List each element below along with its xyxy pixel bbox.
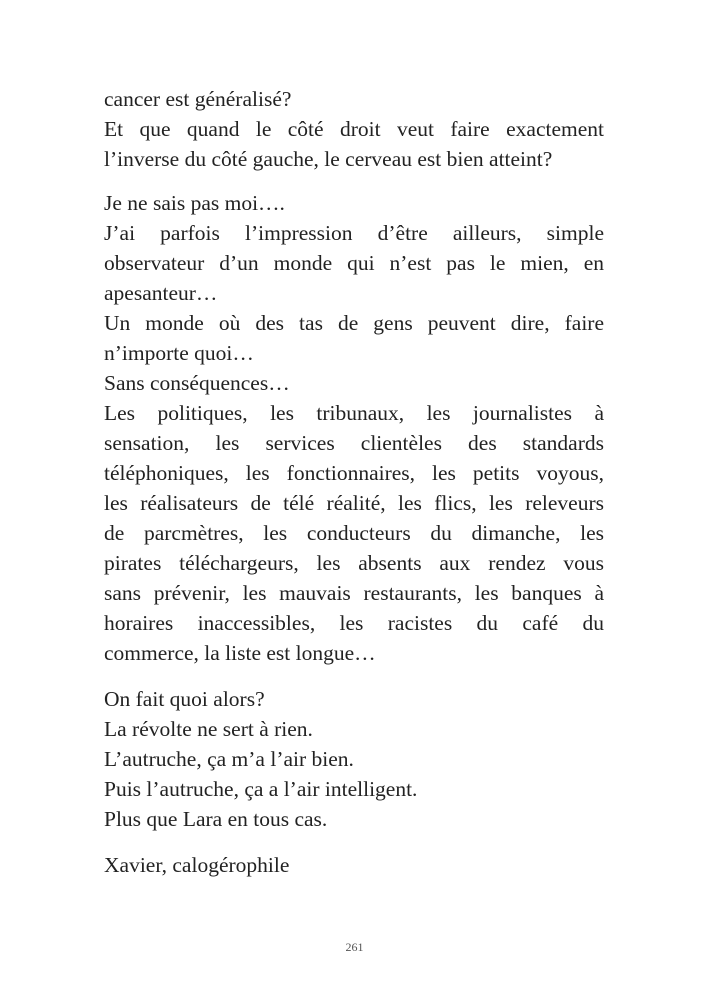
text-line: Sans conséquences… <box>104 371 290 395</box>
text-line: de parcmètres, les conducteurs du dimanche, les <box>104 521 604 545</box>
text-line: Un monde où des tas de gens peuvent dire, faire <box>104 311 604 335</box>
signature-block <box>104 850 604 880</box>
text-line: l’inverse du côté gauche, le cerveau est bien atteint? <box>104 147 553 171</box>
text-line: Les politiques, les tribunaux, les journalistes à <box>104 401 604 425</box>
text-line: sensation, les services clientèles des standards <box>104 431 604 455</box>
text-line: Et que quand le côté droit veut faire exactement <box>104 117 604 141</box>
text-line: L’autruche, ça m’a l’air bien. <box>104 747 354 771</box>
text-line: apesanteur… <box>104 281 218 305</box>
page-number: 261 <box>345 940 364 954</box>
text-line: La révolte ne sert à rien. <box>104 717 313 741</box>
text-block-1 <box>104 84 604 174</box>
text-line: Plus que Lara en tous cas. <box>104 807 328 831</box>
text-line: téléphoniques, les fonctionnaires, les petits voyous, <box>104 461 604 485</box>
text-line: observateur d’un monde qui n’est pas le mien, en <box>104 251 604 275</box>
text-block-2 <box>104 188 604 668</box>
text-line: Je ne sais pas moi…. <box>104 191 285 215</box>
text-block-3 <box>104 684 604 834</box>
text-line: pirates téléchargeurs, les absents aux rendez vous <box>104 551 604 575</box>
text-line: sans prévenir, les mauvais restaurants, les banques à <box>104 581 604 605</box>
text-line: n’importe quoi… <box>104 341 254 365</box>
signature-line: Xavier, calogérophile <box>104 853 290 877</box>
text-line: horaires inaccessibles, les racistes du café du <box>104 611 604 635</box>
text-line: On fait quoi alors? <box>104 687 265 711</box>
text-line: commerce, la liste est longue… <box>104 641 376 665</box>
text-line: les réalisateurs de télé réalité, les flics, les releveurs <box>104 491 604 515</box>
text-line: Puis l’autruche, ça a l’air intelligent. <box>104 777 418 801</box>
text-line: J’ai parfois l’impression d’être ailleurs, simple <box>104 221 604 245</box>
text-line: cancer est généralisé? <box>104 87 292 111</box>
